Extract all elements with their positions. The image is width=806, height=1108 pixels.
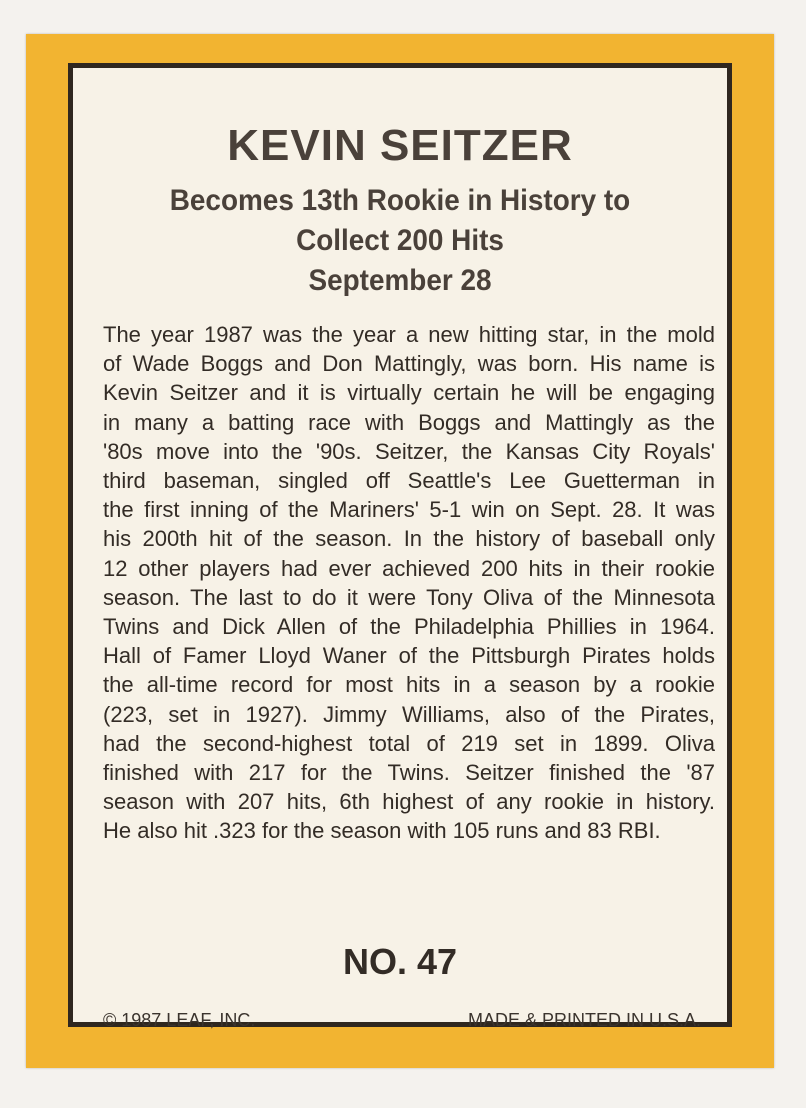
card-number: NO. 47	[342, 941, 458, 982]
story-line: Kevin Seitzer and it is virtually certain he will be engaging	[103, 380, 715, 406]
story-line: 12 other players had ever achieved 200 hits in their rookie	[103, 555, 715, 581]
story-line: of Wade Boggs and Don Mattingly, was born. His name is	[103, 351, 715, 377]
headline-line-2: Collect 200 Hits	[296, 224, 504, 257]
story-line: third baseman, singled off Seattle's Lee Guetterman in	[103, 468, 715, 494]
story-line: Twins and Dick Allen of the Philadelphia Phillies in 1964.	[103, 614, 715, 640]
story-line: season. The last to do it were Tony Oliva of the Minnesota	[103, 584, 715, 610]
story-line: had the second-highest total of 219 set in 1899. Oliva	[103, 730, 715, 756]
story-line: Hall of Famer Lloyd Waner of the Pittsburgh Pirates holds	[103, 643, 715, 669]
card-text-panel	[68, 63, 732, 1030]
headline-line-1: Becomes 13th Rookie in History to	[169, 184, 631, 217]
headline-line-3: September 28	[308, 264, 492, 297]
story-line: his 200th hit of the season. In the history of baseball only	[103, 526, 715, 552]
story-line: the first inning of the Mariners' 5-1 win on Sept. 28. It was	[103, 497, 715, 523]
story-line: He also hit .323 for the season with 105 runs and 83 RBI.	[103, 818, 661, 844]
story-line: (223, set in 1927). Jimmy Williams, also of the Pirates,	[103, 701, 715, 727]
story-line: the all-time record for most hits in a season by a rookie	[103, 672, 715, 698]
story-line: '80s move into the '90s. Seitzer, the Kansas City Royals'	[103, 438, 715, 464]
story-line: season with 207 hits, 6th highest of any rookie in history.	[103, 789, 715, 815]
printed-in-notice: MADE & PRINTED IN U.S.A.	[467, 1010, 701, 1030]
trading-card-back	[26, 34, 774, 1068]
player-name: KEVIN SEITZER	[227, 121, 573, 170]
story-text	[103, 320, 715, 846]
copyright-notice: © 1987 LEAF, INC.	[103, 1010, 256, 1030]
story-line: finished with 217 for the Twins. Seitzer finished the '87	[103, 760, 715, 786]
story-line: in many a batting race with Boggs and Mattingly as the	[103, 409, 715, 435]
story-line: The year 1987 was the year a new hitting star, in the mold	[103, 322, 715, 347]
